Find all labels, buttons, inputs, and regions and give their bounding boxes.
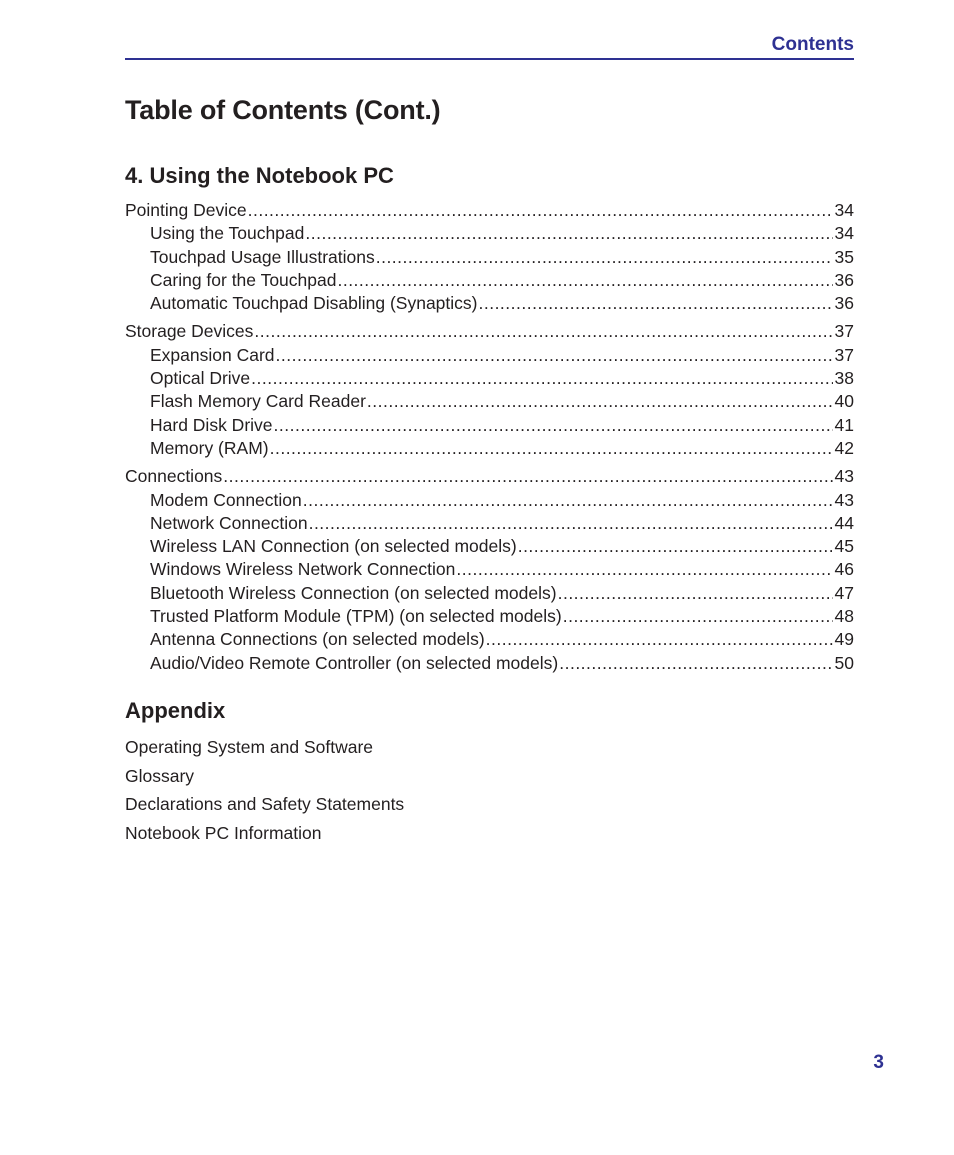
section-heading: 4. Using the Notebook PC	[125, 163, 394, 188]
dot-leader	[337, 270, 832, 291]
toc-page-number: 42	[834, 437, 854, 458]
dot-leader	[559, 653, 832, 674]
toc-page-number: 40	[834, 391, 854, 412]
dot-leader	[563, 606, 833, 627]
toc-entry-label: Trusted Platform Module (TPM) (on selected models)	[150, 606, 562, 627]
appendix-heading: Appendix	[125, 698, 226, 723]
toc-entry[interactable]	[125, 321, 854, 344]
page-number: 3	[873, 1052, 884, 1073]
dot-leader	[486, 629, 833, 650]
toc-page-number: 41	[834, 414, 854, 435]
toc-page-number: 49	[834, 629, 854, 650]
toc-subentry[interactable]	[125, 247, 854, 270]
dot-leader	[305, 223, 832, 244]
dot-leader	[254, 321, 832, 342]
dot-leader	[367, 391, 833, 412]
toc-entry-label: Audio/Video Remote Controller (on selected models)	[150, 652, 559, 673]
toc-page-number: 43	[834, 466, 854, 487]
dot-leader	[558, 583, 833, 604]
appendix-list	[125, 733, 404, 847]
toc-page-number: 38	[834, 368, 854, 389]
toc-list	[125, 200, 854, 681]
toc-group-storage-devices	[125, 321, 854, 461]
appendix-item[interactable]: Operating System and Software	[125, 737, 374, 757]
toc-subentry[interactable]	[125, 583, 854, 606]
toc-page-number: 37	[834, 321, 854, 342]
toc-page-number: 34	[834, 200, 854, 220]
toc-subentry[interactable]	[125, 490, 854, 513]
toc-entry-label: Windows Wireless Network Connection	[150, 559, 456, 580]
appendix-item[interactable]: Notebook PC Information	[125, 822, 322, 843]
dot-leader	[309, 513, 833, 534]
toc-subentry[interactable]	[125, 438, 854, 461]
toc-entry-label: Automatic Touchpad Disabling (Synaptics)	[150, 293, 478, 314]
toc-page-number: 44	[834, 512, 854, 533]
header-rule	[125, 58, 854, 60]
toc-page-number: 36	[834, 269, 854, 290]
appendix-item[interactable]: Declarations and Safety Statements	[125, 794, 405, 814]
toc-subentry[interactable]	[125, 293, 854, 316]
dot-leader	[251, 368, 832, 389]
toc-subentry[interactable]	[125, 391, 854, 414]
dot-leader	[376, 247, 833, 268]
toc-subentry[interactable]	[125, 629, 854, 652]
appendix-item[interactable]: Glossary	[125, 765, 195, 786]
toc-entry-label: Bluetooth Wireless Connection (on selected models)	[150, 582, 557, 603]
toc-entry-label: Using the Touchpad	[150, 223, 305, 244]
toc-group-pointing-device	[125, 200, 854, 316]
toc-entry-label: Storage Devices	[125, 321, 254, 342]
toc-entry-label: Modem Connection	[150, 489, 302, 510]
toc-subentry[interactable]	[125, 415, 854, 438]
dot-leader	[456, 559, 832, 580]
toc-page-number: 46	[834, 559, 854, 580]
running-header: Contents	[771, 34, 854, 55]
toc-page-number: 43	[834, 489, 854, 510]
toc-subentry[interactable]	[125, 368, 854, 391]
toc-entry-label: Caring for the Touchpad	[150, 269, 337, 290]
toc-entry[interactable]	[125, 466, 854, 489]
dot-leader	[276, 345, 833, 366]
toc-subentry[interactable]	[125, 270, 854, 293]
toc-page-number: 36	[834, 293, 854, 314]
dot-leader	[478, 293, 832, 314]
dot-leader	[248, 200, 833, 221]
toc-entry-label: Hard Disk Drive	[150, 414, 273, 435]
toc-subentry[interactable]	[125, 536, 854, 559]
toc-entry[interactable]	[125, 200, 854, 223]
toc-page-number: 45	[834, 536, 854, 557]
toc-subentry[interactable]	[125, 345, 854, 368]
toc-entry-label: Connections	[125, 466, 223, 487]
toc-entry-label: Pointing Device	[125, 200, 247, 220]
toc-subentry[interactable]	[125, 653, 854, 676]
toc-page-number: 34	[834, 223, 854, 244]
toc-entry-label: Touchpad Usage Illustrations	[150, 246, 375, 267]
toc-page-number: 50	[834, 652, 854, 673]
toc-subentry[interactable]	[125, 513, 854, 536]
toc-subentry[interactable]	[125, 606, 854, 629]
dot-leader	[223, 466, 832, 487]
toc-page-number: 37	[834, 344, 854, 365]
toc-entry-label: Flash Memory Card Reader	[150, 391, 366, 412]
dot-leader	[518, 536, 833, 557]
page-title: Table of Contents (Cont.)	[125, 95, 441, 125]
toc-subentry[interactable]	[125, 223, 854, 246]
toc-entry-label: Memory (RAM)	[150, 437, 269, 458]
toc-entry-label: Wireless LAN Connection (on selected models)	[150, 536, 517, 557]
dot-leader	[274, 415, 833, 436]
dot-leader	[303, 490, 833, 511]
toc-group-connections	[125, 466, 854, 676]
toc-entry-label: Network Connection	[150, 512, 308, 533]
toc-entry-label: Expansion Card	[150, 344, 275, 365]
toc-entry-label: Antenna Connections (on selected models)	[150, 629, 485, 650]
toc-page-number: 48	[834, 606, 854, 627]
toc-entry-label: Optical Drive	[150, 368, 251, 389]
dot-leader	[270, 438, 833, 459]
toc-page-number: 47	[834, 582, 854, 603]
toc-subentry[interactable]	[125, 559, 854, 582]
toc-page-number: 35	[834, 246, 854, 267]
